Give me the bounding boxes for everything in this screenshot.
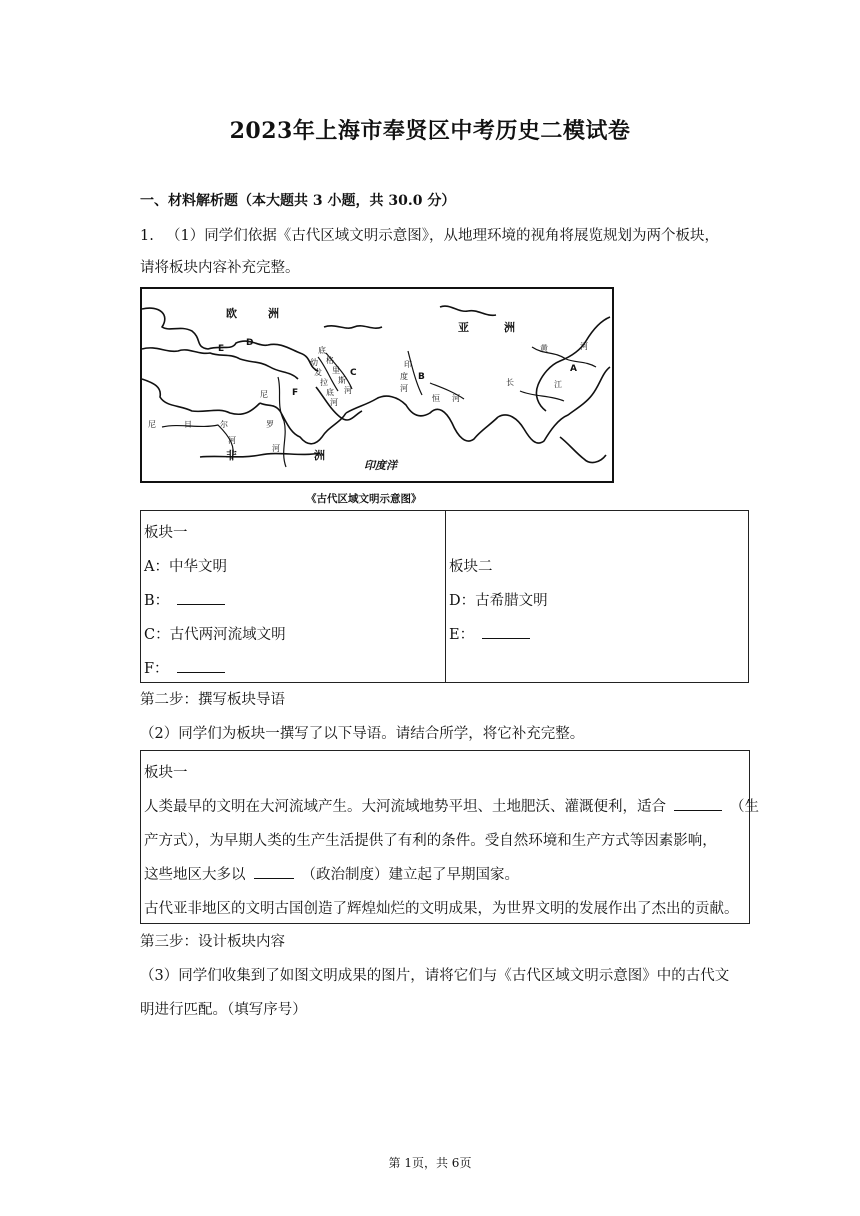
intro-text: 这些地区大多以: [144, 867, 246, 883]
question-text-line1: （1）同学们依据《古代区域文明示意图》，从地理环境的视角将展览规划为两个板块，: [166, 228, 719, 244]
answer-blank[interactable]: [254, 864, 294, 879]
plate-two-item-label: E：: [449, 627, 475, 643]
map-label-letter-c: C: [350, 368, 357, 378]
map-label-letter-f: F: [292, 388, 299, 398]
map-label-river: 印: [404, 360, 412, 369]
answer-blank[interactable]: [177, 590, 225, 605]
map-label-river: 河: [344, 386, 352, 395]
map-label-letter-a: A: [570, 364, 577, 374]
map-label-letter-e: E: [218, 344, 225, 354]
question-number: 1.: [140, 228, 154, 244]
page-footer: 第 1页，共 6页: [388, 1156, 472, 1170]
plate-one-item: C：古代两河流域文明: [144, 627, 286, 643]
map-label-africa: 非: [226, 449, 237, 462]
map-label-river: 拉: [320, 378, 328, 387]
intro-line: 产方式），为早期人类的生产生活提供了有利的条件。受自然环境和生产方式等因素影响，: [144, 833, 717, 849]
map-label-river: 河: [228, 436, 236, 445]
map-label-river: 江: [554, 380, 562, 389]
intro-box: [140, 750, 759, 924]
map-label-river: 底: [326, 388, 334, 397]
plate-two-heading: 板块二: [449, 559, 493, 575]
map-label-river: 发: [314, 368, 322, 377]
map-label-letter-d: D: [246, 338, 254, 348]
plate-table: [140, 510, 749, 683]
map-label-river: 河: [580, 342, 588, 351]
plate-two-cell: [446, 511, 749, 683]
plate-one-cell: [141, 511, 446, 683]
question-part-2: （2）同学们为板块一撰写了以下导语。请结合所学，将它补充完整。: [140, 726, 585, 742]
question-part-3-line1: （3）同学们收集到了如图文明成果的图片，请将它们与《古代区域文明示意图》中的古代文: [140, 968, 730, 984]
intro-line: [144, 795, 759, 816]
map-label-africa: 洲: [314, 449, 325, 462]
plate-one-item: [144, 657, 233, 678]
map-label-indian-ocean: 印度洋: [364, 459, 397, 472]
step-two: 第二步：撰写板块导语: [140, 692, 285, 708]
map-label-letter-b: B: [418, 372, 425, 382]
answer-blank[interactable]: [674, 796, 722, 811]
question-text-line2: 请将板块内容补充完整。: [140, 260, 300, 276]
map-label-europe: 欧: [226, 307, 237, 320]
plate-one-item: A：中华文明: [144, 559, 227, 575]
map-label-river: 河: [330, 398, 338, 407]
answer-blank[interactable]: [177, 658, 225, 673]
map-label-river: 日: [184, 420, 192, 429]
map-label-river: 底: [318, 346, 326, 355]
map-label-europe: 洲: [268, 307, 279, 320]
map-label-river: 斯: [338, 376, 346, 385]
plate-one-item-label: F：: [144, 661, 169, 677]
page-title: 2023年上海市奉贤区中考历史二模试卷: [229, 118, 631, 144]
intro-text: （生: [730, 799, 759, 815]
map-label-river: 河: [400, 384, 408, 393]
map-label-river: 长: [506, 378, 514, 387]
map-label-river: 尔: [220, 420, 228, 429]
intro-heading: 板块一: [144, 765, 188, 781]
map-label-river: 度: [400, 372, 408, 381]
map-label-river: 幼: [310, 358, 318, 367]
step-three: 第三步：设计板块内容: [140, 934, 285, 950]
plate-one-item: [144, 589, 233, 610]
plate-one-item-label: B：: [144, 593, 170, 609]
map-label-river: 罗: [266, 420, 274, 429]
civilization-map: [140, 287, 614, 483]
map-label-asia: 洲: [504, 321, 515, 334]
map-label-river: 尼: [260, 390, 268, 399]
map-label-asia: 亚: [458, 321, 469, 334]
question-part-3-line2: 明进行匹配。（填写序号）: [140, 1002, 307, 1018]
section-heading: 一、材料解析题（本大题共 3 小题，共 30.0 分）: [140, 193, 456, 209]
map-label-river: 河: [272, 444, 280, 453]
plate-one-heading: 板块一: [144, 525, 188, 541]
plate-two-item: D：古希腊文明: [449, 593, 548, 609]
map-caption: 《古代区域文明示意图》: [306, 493, 422, 505]
intro-text: （政治制度）建立起了早期国家。: [301, 867, 519, 883]
map-label-river: 河: [452, 394, 460, 403]
map-label-river: 尼: [148, 420, 156, 429]
intro-text: 人类最早的文明在大河流域产生。大河流域地势平坦、土地肥沃、灌溉便利，适合: [144, 799, 666, 815]
map-label-river: 恒: [432, 394, 440, 403]
map-label-river: 黄: [540, 344, 548, 353]
plate-two-item: [449, 623, 538, 644]
answer-blank[interactable]: [482, 624, 530, 639]
map-label-river: 里: [332, 366, 340, 375]
intro-line: 古代亚非地区的文明古国创造了辉煌灿烂的文明成果，为世界文明的发展作出了杰出的贡献。: [144, 901, 739, 917]
intro-line: [144, 863, 519, 884]
map-label-river: 格: [326, 356, 334, 365]
